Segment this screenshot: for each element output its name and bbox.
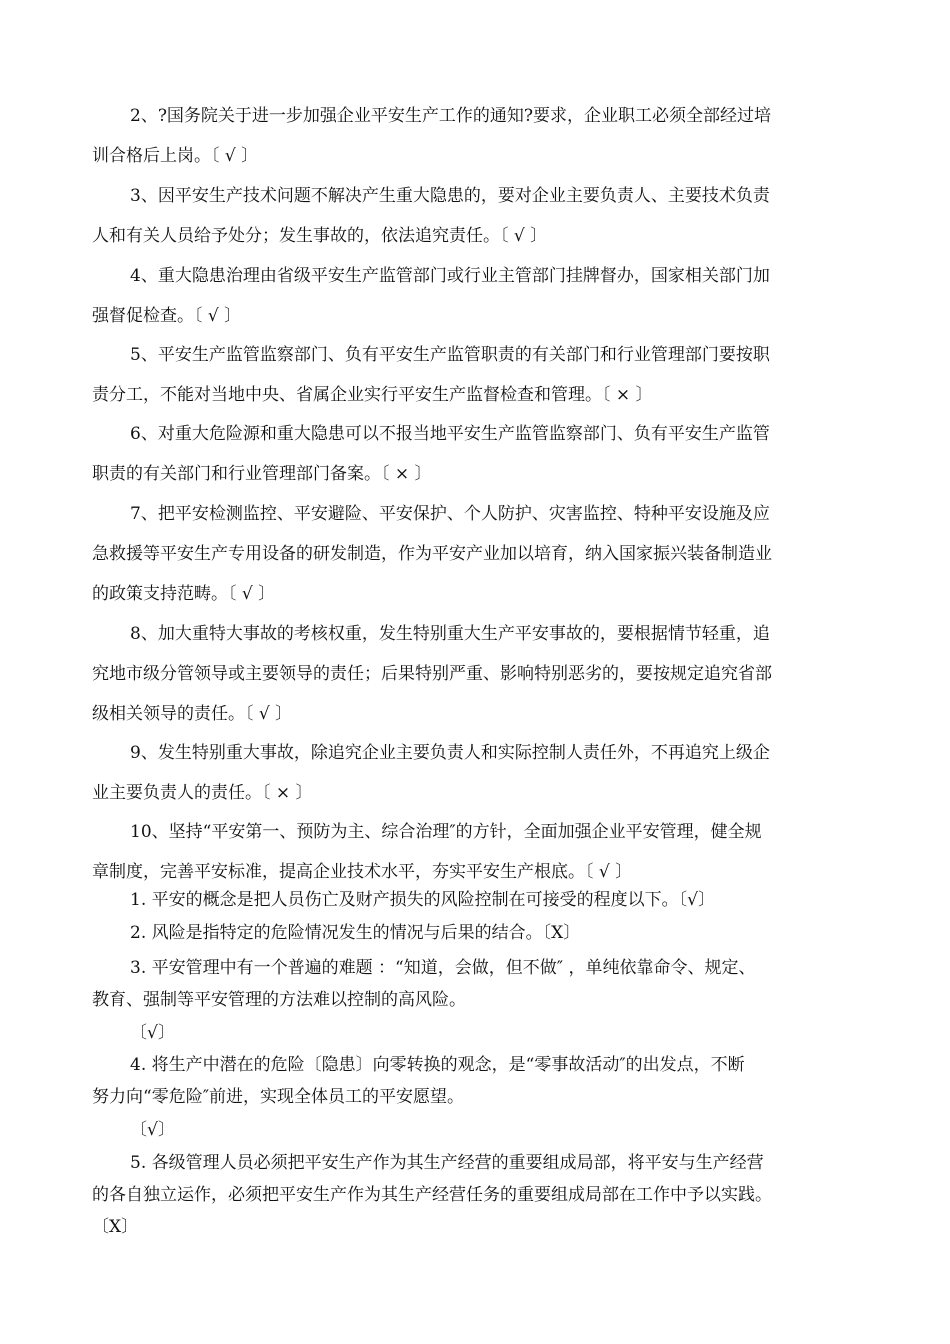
text-line: 究地市级分管领导或主要领导的责任；后果特别严重、影响特别恶劣的，要按规定追究省部 [92,664,772,684]
text-line: 努力向“零危险″前进，实现全体员工的平安愿望。 [92,1087,465,1107]
item-a-5 [92,335,862,415]
answer-mark: 〔√〕 [130,1120,175,1140]
text-line: 5、平安生产监管监察部门、负有平安生产监管职责的有关部门和行业管理部门要按职 [130,345,770,365]
text-line: 教育、强制等平安管理的方法难以控制的高风险。 [92,990,466,1010]
item-a-9 [92,733,862,813]
text-line: 3. 平安管理中有一个普遍的难题 ：“知道，会做，但不做″ ，单纯依靠命令、规定、 [130,958,756,978]
text-line: 2. 风险是指特定的危险情况发生的情况与后果的结合。〔X〕 [130,923,581,943]
text-line: 〔X〕 [92,1217,139,1237]
item-b-2 [92,917,862,949]
text-line: 业主要负责人的责任。〔 × 〕 [92,783,313,803]
text-line: 10、坚持“平安第一、预防为主、综合治理″的方针，全面加强企业平安管理，健全规 [130,822,762,842]
answer-mark: 〔√〕 [130,1023,175,1043]
text-line: 人和有关人员给予处分；发生事故的，依法追究责任。〔 √ 〕 [92,226,548,246]
text-line: 6、对重大危险源和重大隐患可以不报当地平安生产监管监察部门、负有平安生产监管 [130,424,770,444]
item-a-4 [92,256,862,336]
text-line: 的各自独立运作，必须把平安生产作为其生产经营任务的重要组成局部在工作中予以实践。 [92,1185,772,1205]
text-line: 5. 各级管理人员必须把平安生产作为其生产经营的重要组成局部，将平安与生产经营 [130,1153,764,1173]
text-line: 职责的有关部门和行业管理部门备案。〔 × 〕 [92,464,432,484]
item-b-4 [92,1049,862,1113]
text-line: 4. 将生产中潜在的危险〔隐患〕向零转换的观念，是“零事故活动″的出发点，不断 [130,1055,745,1075]
item-b-5 [92,1147,862,1243]
text-line: 级相关领导的责任。〔 √ 〕 [92,704,293,724]
text-line: 7、把平安检测监控、平安避险、平安保护、个人防护、灾害监控、特种平安设施及应 [130,504,770,524]
text-line: 责分工，不能对当地中央、省属企业实行平安生产监督检查和管理。〔 × 〕 [92,385,653,405]
item-a-3 [92,176,862,256]
text-line: 8、加大重特大事故的考核权重，发生特别重大生产平安事故的，要根据情节轻重，追 [130,624,770,644]
item-a-6 [92,414,862,494]
text-line: 强督促检查。〔 √ 〕 [92,306,242,326]
item-b-1 [92,884,862,916]
item-a-7 [92,494,862,614]
text-line: 的政策支持范畴。〔 √ 〕 [92,584,276,604]
text-line: 1. 平安的概念是把人员伤亡及财产损失的风险控制在可接受的程度以下。〔√〕 [130,890,715,910]
text-line: 训合格后上岗。〔 √ 〕 [92,146,259,166]
text-line: 急救援等平安生产专用设备的研发制造，作为平安产业加以培育，纳入国家振兴装备制造业 [92,544,772,564]
item-a-2 [92,96,862,176]
text-line: 9、发生特别重大事故，除追究企业主要负责人和实际控制人责任外，不再追究上级企 [130,743,770,763]
text-line: 4、重大隐患治理由省级平安生产监管部门或行业主管部门挂牌督办，国家相关部门加 [130,266,770,286]
text-line: 章制度，完善平安标准，提高企业技术水平，夯实平安生产根底。〔 √ 〕 [92,862,633,882]
item-a-10 [92,812,862,892]
text-line: 2、?国务院关于进一步加强企业平安生产工作的通知?要求，企业职工必须全部经过培 [130,106,772,126]
item-b-3 [92,952,862,1016]
item-a-8 [92,614,862,734]
text-line: 3、因平安生产技术问题不解决产生重大隐患的，要对企业主要负责人、主要技术负责 [130,186,770,206]
